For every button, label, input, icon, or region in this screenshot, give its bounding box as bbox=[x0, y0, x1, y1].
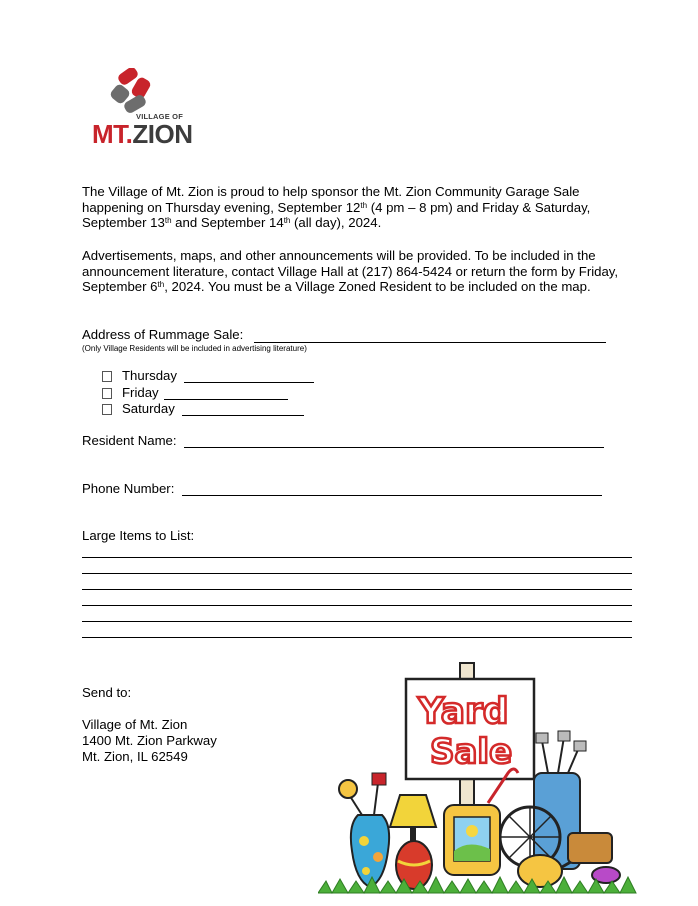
large-items-line-1[interactable] bbox=[82, 557, 632, 558]
intro-p2-sup: th bbox=[157, 280, 165, 289]
intro-paragraph-2 bbox=[82, 248, 642, 295]
intro-p1-part-c: and September 14 bbox=[171, 215, 284, 230]
thursday-label: Thursday bbox=[122, 368, 177, 383]
checkbox-icon[interactable] bbox=[102, 404, 112, 415]
checkbox-icon[interactable] bbox=[102, 371, 112, 382]
friday-line[interactable] bbox=[164, 399, 288, 400]
send-to-address bbox=[82, 717, 217, 765]
address-line[interactable] bbox=[254, 342, 606, 343]
saturday-line[interactable] bbox=[182, 415, 304, 416]
large-items-line-4[interactable] bbox=[82, 605, 632, 606]
phone-number-label: Phone Number: bbox=[82, 481, 175, 496]
phone-number-line[interactable] bbox=[182, 495, 602, 496]
address-note: (Only Village Residents will be included in advertising literature) bbox=[82, 344, 307, 353]
sign-word-yard: Yard bbox=[418, 691, 509, 732]
send-to-line-1: Village of Mt. Zion bbox=[82, 717, 188, 732]
intro-p1-part-b: (4 pm – 8 pm) and Friday & Saturday, September 13 bbox=[82, 199, 591, 230]
intro-p2-part-a: Advertisements, maps, and other announcements will be provided. To be included in the announcement literature, contact Village Hall at (217) 864-5424 or return the form by Friday, September 6 bbox=[82, 248, 619, 294]
intro-p1-sup-2: th bbox=[164, 216, 172, 225]
intro-p1-part-a: The Village of Mt. Zion is proud to help sponsor the Mt. Zion Community Garage Sale happening on Thursday evening, September 12 bbox=[82, 184, 580, 215]
logo-mark-icon bbox=[104, 68, 164, 118]
intro-p1-sup-3: th bbox=[283, 216, 291, 225]
logo-wordmark bbox=[92, 120, 193, 148]
intro-p2-part-b: , 2024. You must be a Village Zoned Resident to be included on the map. bbox=[164, 279, 591, 294]
logo-zion-text: ZION bbox=[132, 119, 193, 149]
resident-name-line[interactable] bbox=[184, 447, 604, 448]
send-to-line-2: 1400 Mt. Zion Parkway bbox=[82, 733, 217, 748]
yard-sale-clipart-icon bbox=[318, 655, 638, 900]
logo-mt-text: MT. bbox=[92, 119, 133, 149]
thursday-line[interactable] bbox=[184, 382, 314, 383]
large-items-line-3[interactable] bbox=[82, 589, 632, 590]
large-items-label: Large Items to List: bbox=[82, 528, 195, 543]
send-to-label: Send to: bbox=[82, 685, 132, 700]
friday-label: Friday bbox=[122, 385, 159, 400]
sign-word-sale: Sale bbox=[430, 732, 513, 772]
send-to-line-3: Mt. Zion, IL 62549 bbox=[82, 749, 188, 764]
resident-name-label: Resident Name: bbox=[82, 433, 177, 448]
intro-p1-part-d: (all day), 2024. bbox=[290, 215, 382, 230]
intro-p1-sup-1: th bbox=[360, 200, 368, 210]
yard-sale-illustration bbox=[318, 655, 638, 900]
village-logo bbox=[92, 68, 222, 150]
large-items-line-6[interactable] bbox=[82, 637, 632, 638]
large-items-line-5[interactable] bbox=[82, 621, 632, 622]
checkbox-icon[interactable] bbox=[102, 388, 112, 399]
intro-paragraph-1 bbox=[82, 184, 642, 231]
large-items-line-2[interactable] bbox=[82, 573, 632, 574]
logo-village-of-text: VILLAGE OF bbox=[136, 112, 183, 121]
address-label: Address of Rummage Sale: bbox=[82, 327, 244, 342]
saturday-label: Saturday bbox=[122, 401, 175, 416]
